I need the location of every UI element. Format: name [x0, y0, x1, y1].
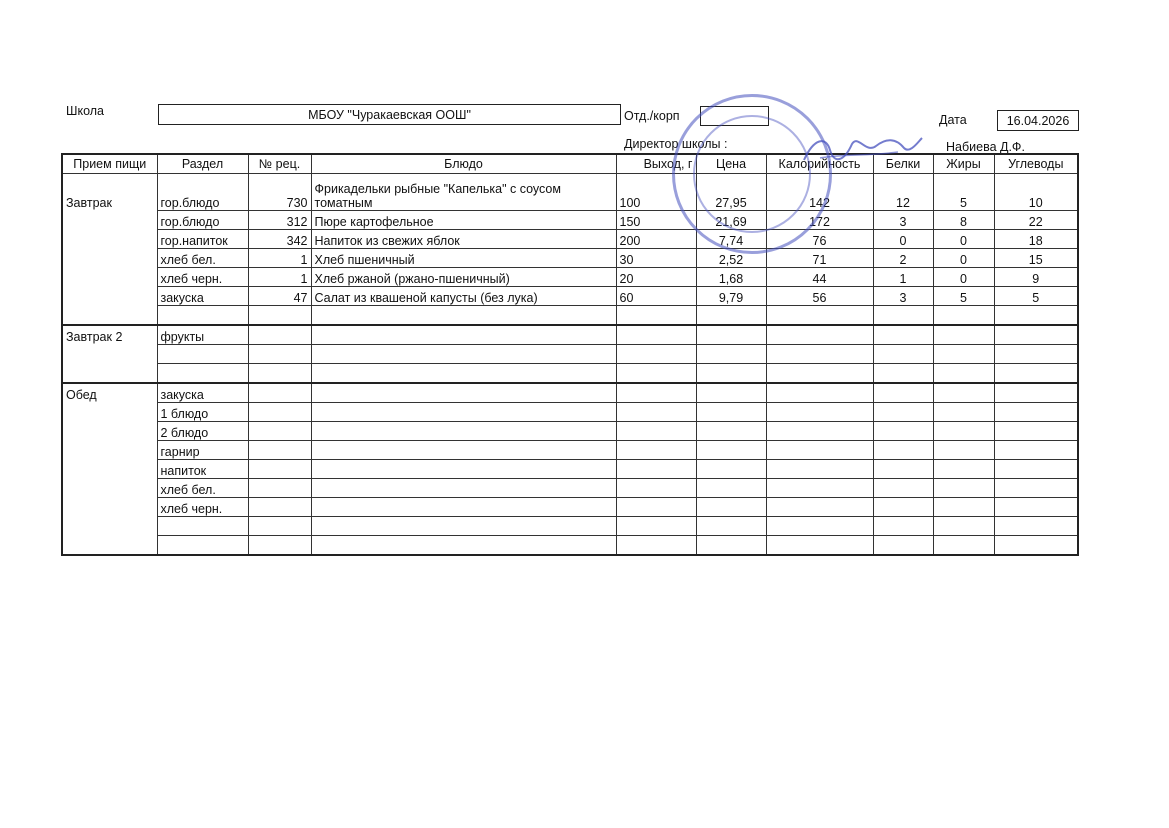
- col-header: Углеводы: [994, 154, 1078, 174]
- yield-cell: [616, 306, 696, 326]
- price-cell: 27,95: [696, 174, 766, 211]
- recipe-cell: 1: [248, 249, 311, 268]
- dish-cell: Фрикадельки рыбные "Капелька" с соусом томатным: [311, 174, 616, 211]
- section-cell: хлеб черн.: [157, 498, 248, 517]
- carbs-cell: 10: [994, 174, 1078, 211]
- carbs-cell: 5: [994, 287, 1078, 306]
- table-row: [62, 479, 1078, 498]
- calories-cell: 76: [766, 230, 873, 249]
- fat-cell: 0: [933, 230, 994, 249]
- yield-cell: 100: [616, 174, 696, 211]
- dish-cell: Хлеб пшеничный: [311, 249, 616, 268]
- yield-cell: 150: [616, 211, 696, 230]
- table-row: [62, 422, 1078, 441]
- table-row: [62, 460, 1078, 479]
- table-row: [62, 268, 1078, 287]
- protein-cell: 0: [873, 230, 933, 249]
- col-header: Калорийность: [766, 154, 873, 174]
- price-cell: 1,68: [696, 268, 766, 287]
- carbs-cell: 22: [994, 211, 1078, 230]
- calories-cell: 172: [766, 211, 873, 230]
- fat-cell: [933, 306, 994, 326]
- section-cell: гор.блюдо: [157, 174, 248, 211]
- section-cell: [157, 306, 248, 326]
- col-header: Раздел: [157, 154, 248, 174]
- table-row: [62, 230, 1078, 249]
- section-cell: закуска: [157, 287, 248, 306]
- calories-cell: 56: [766, 287, 873, 306]
- col-header: Цена: [696, 154, 766, 174]
- dish-cell: Пюре картофельное: [311, 211, 616, 230]
- col-header: Прием пищи: [62, 154, 157, 174]
- section-cell: [157, 517, 248, 536]
- table-row: [62, 345, 1078, 364]
- section-cell: [157, 364, 248, 384]
- section-cell: хлеб бел.: [157, 249, 248, 268]
- date-field: 16.04.2026: [997, 110, 1079, 131]
- recipe-cell: 730: [248, 174, 311, 211]
- school-label: Школа: [66, 104, 104, 118]
- col-header: № рец.: [248, 154, 311, 174]
- dish-cell: [311, 306, 616, 326]
- calories-cell: 142: [766, 174, 873, 211]
- department-label: Отд./корп: [624, 109, 680, 123]
- table-row: [62, 517, 1078, 536]
- table-row: [62, 364, 1078, 384]
- table-row: [62, 249, 1078, 268]
- dish-cell: Салат из квашеной капусты (без лука): [311, 287, 616, 306]
- section-cell: фрукты: [157, 325, 248, 345]
- price-cell: 7,74: [696, 230, 766, 249]
- recipe-cell: 47: [248, 287, 311, 306]
- protein-cell: 1: [873, 268, 933, 287]
- calories-cell: [766, 306, 873, 326]
- section-cell: хлеб бел.: [157, 479, 248, 498]
- col-header: Белки: [873, 154, 933, 174]
- section-cell: хлеб черн.: [157, 268, 248, 287]
- meal-name: Завтрак: [62, 174, 157, 326]
- calories-cell: 71: [766, 249, 873, 268]
- dish-cell: Хлеб ржаной (ржано-пшеничный): [311, 268, 616, 287]
- price-cell: 9,79: [696, 287, 766, 306]
- yield-cell: 30: [616, 249, 696, 268]
- fat-cell: 8: [933, 211, 994, 230]
- section-cell: гор.напиток: [157, 230, 248, 249]
- school-name-field: МБОУ "Чуракаевская ООШ": [158, 104, 621, 125]
- carbs-cell: 15: [994, 249, 1078, 268]
- carbs-cell: 9: [994, 268, 1078, 287]
- table-row: [62, 403, 1078, 422]
- table-row: [62, 211, 1078, 230]
- col-header: Выход, г: [616, 154, 696, 174]
- date-label: Дата: [939, 113, 967, 127]
- col-header: Жиры: [933, 154, 994, 174]
- table-row: [62, 287, 1078, 306]
- recipe-cell: 342: [248, 230, 311, 249]
- section-cell: [157, 536, 248, 556]
- yield-cell: 20: [616, 268, 696, 287]
- protein-cell: 12: [873, 174, 933, 211]
- section-cell: гарнир: [157, 441, 248, 460]
- yield-cell: 60: [616, 287, 696, 306]
- protein-cell: 2: [873, 249, 933, 268]
- meal-name: Завтрак 2: [62, 325, 157, 383]
- carbs-cell: 18: [994, 230, 1078, 249]
- director-label: Директор школы :: [624, 137, 728, 151]
- price-cell: [696, 306, 766, 326]
- dish-cell: Напиток из свежих яблок: [311, 230, 616, 249]
- table-header-row: [62, 154, 1078, 174]
- menu-table: [61, 153, 1079, 556]
- protein-cell: 3: [873, 287, 933, 306]
- recipe-cell: 312: [248, 211, 311, 230]
- price-cell: 2,52: [696, 249, 766, 268]
- section-cell: напиток: [157, 460, 248, 479]
- section-cell: 1 блюдо: [157, 403, 248, 422]
- protein-cell: [873, 306, 933, 326]
- fat-cell: 5: [933, 174, 994, 211]
- recipe-cell: 1: [248, 268, 311, 287]
- director-name: Набиева Д.Ф.: [946, 140, 1025, 154]
- price-cell: 21,69: [696, 211, 766, 230]
- table-row: [62, 441, 1078, 460]
- table-row: [62, 325, 1078, 345]
- meal-name: Обед: [62, 383, 157, 555]
- table-row: [62, 536, 1078, 556]
- fat-cell: 5: [933, 287, 994, 306]
- calories-cell: 44: [766, 268, 873, 287]
- col-header: Блюдо: [311, 154, 616, 174]
- section-cell: гор.блюдо: [157, 211, 248, 230]
- fat-cell: 0: [933, 249, 994, 268]
- table-row: [62, 174, 1078, 211]
- section-cell: 2 блюдо: [157, 422, 248, 441]
- table-row: [62, 498, 1078, 517]
- recipe-cell: [248, 306, 311, 326]
- yield-cell: 200: [616, 230, 696, 249]
- department-field: [700, 106, 769, 126]
- table-row: [62, 383, 1078, 403]
- section-cell: [157, 345, 248, 364]
- carbs-cell: [994, 306, 1078, 326]
- fat-cell: 0: [933, 268, 994, 287]
- protein-cell: 3: [873, 211, 933, 230]
- table-row: [62, 306, 1078, 326]
- section-cell: закуска: [157, 383, 248, 403]
